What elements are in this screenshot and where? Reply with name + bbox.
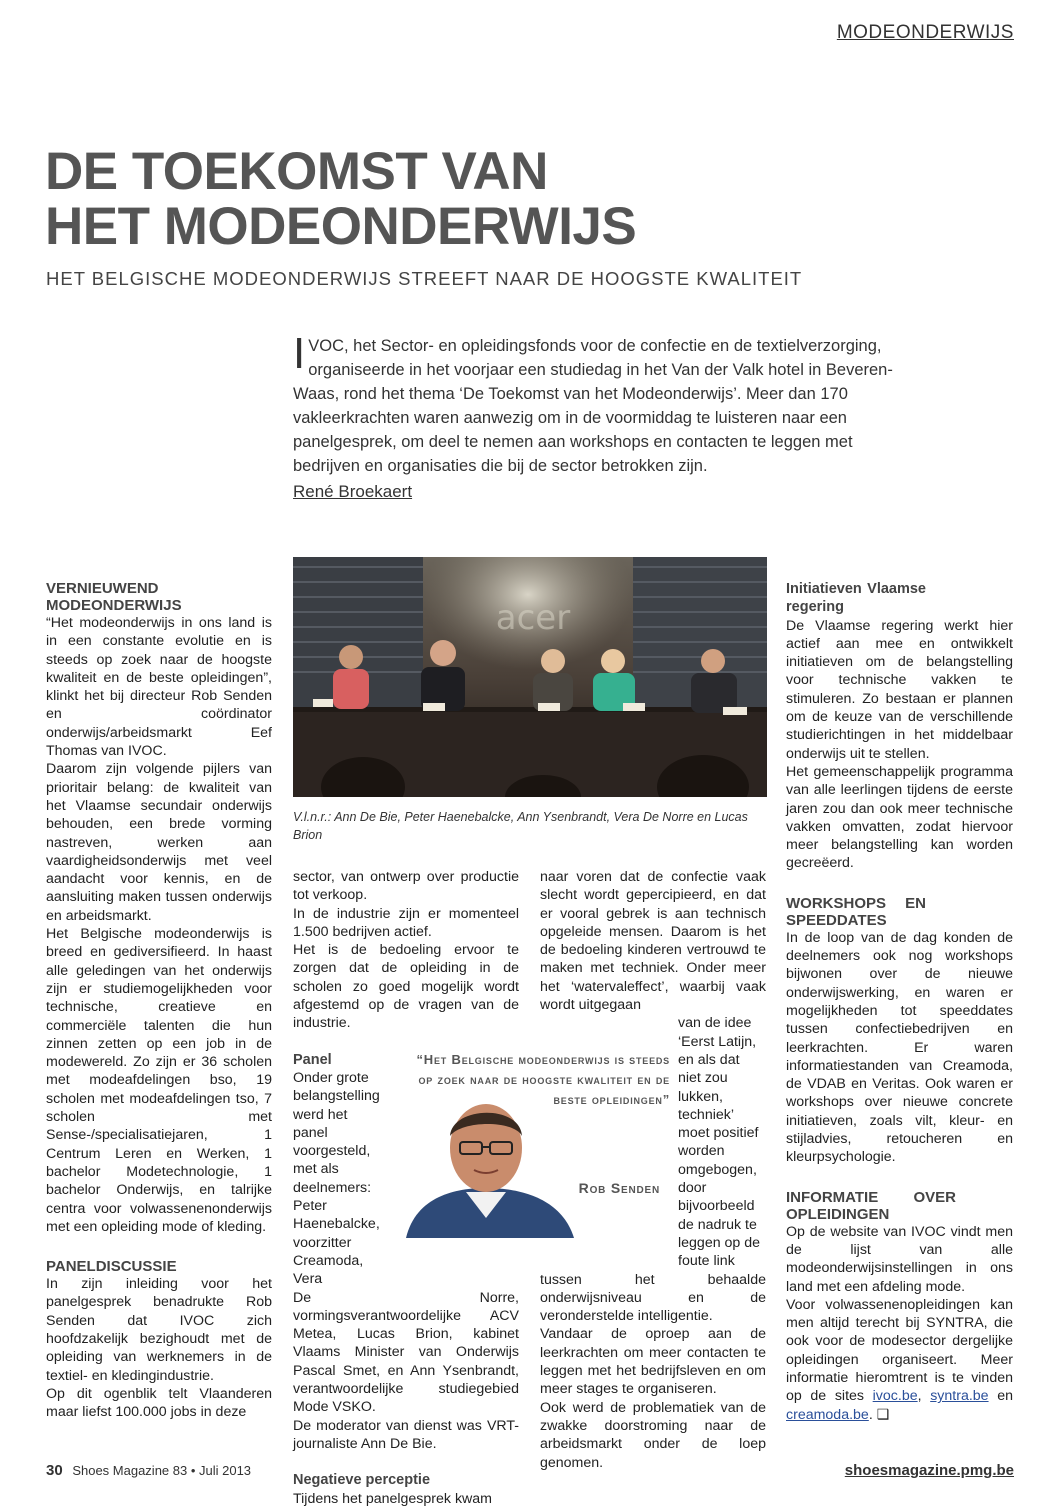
pull-quote-text: “Het Belgische modeonderwijs is steeds op zoek naar de hoogste kwaliteit en de beste opleidingen” — [416, 1052, 670, 1107]
paragraph: De moderator van dienst was VRT-journaliste Ann De Bie. — [293, 1417, 519, 1452]
intro-dropcap: I — [293, 329, 306, 378]
intro-paragraph — [293, 329, 918, 478]
heading-workshops: WORKSHOPS EN SPEEDDATES — [786, 894, 926, 929]
panel-photo-illustration — [293, 557, 767, 797]
section-label: MODEONDERWIJS — [836, 22, 1014, 43]
link-ivoc[interactable]: ivoc.be — [872, 1388, 918, 1405]
paragraph: In de industrie zijn er momenteel 1.500 bedrijven actief. — [293, 905, 519, 940]
paragraph: Vandaar de oproep aan de leerkrachten om meer contacten te leggen met het bedrijfsleven en om meer stages te organiseren. — [540, 1326, 766, 1398]
author-byline: René Broekaert — [293, 482, 413, 501]
paragraph: In de loop van de dag konden de deelnemers ook nog workshops bijwonen over de nieuwe onderwijswerking, en waren er mogelijkheden tot speeddates tussen confectiebedrijven en leerkrachten. Er waren informatiestanden van Creamoda, de VDAB en Veritas. Ook waren er workshops over nieuwe concrete initiatieven, zoals vilt, kleur- en stijladvies, retoucheren en kleurpsychologie. — [786, 929, 1013, 1166]
footer-site-link[interactable]: shoesmagazine.pmg.be — [844, 1462, 1014, 1479]
link-syntra[interactable]: syntra.be — [930, 1388, 989, 1405]
title-line-1: DE TOEKOMST VAN — [45, 142, 548, 201]
paragraph: Tijdens het panelgesprek kwam — [293, 1490, 492, 1507]
paragraph: Het Belgische modeonderwijs is breed en gediversifieerd. In haast alle geledingen van het onderwijs zijn er studiemogelijkheden voor technische, creatieve en commerciële talenten die hun zinnen zetten op een job in de modewereld. Zo zijn er 36 scholen met modeafdelingen bso, 19 scholen met modeafdelingen tso, 7 scholen met Sense-/specialisatiejaren, 1 Centrum Leren en Werken, 1 bachelor Modetechnologie, 1 bachelor Onderwijs, en talrijke centra voor volwassenenonderwijs met een opleiding mode of kleding. — [46, 926, 272, 1235]
heading-informatie: INFORMATIE OVER OPLEIDINGEN — [786, 1188, 956, 1223]
paragraph: Ook werd de problematiek van de zwakke doorstroming naar de arbeidsmarkt onder de loep genomen. — [540, 1399, 766, 1471]
paragraph: Op de website van IVOC vindt men de lijst van alle modeonderwijsinstellingen in ons land met een afdeling mode. — [786, 1223, 1013, 1295]
pull-quote-author: Rob Senden — [578, 1180, 660, 1196]
link-creamoda[interactable]: creamoda.be — [786, 1406, 869, 1423]
title-line-2: HET MODEONDERWIJS — [45, 197, 637, 256]
article-subtitle: HET BELGISCHE MODEONDERWIJS STREEFT NAAR DE HOOGSTE KWALITEIT — [46, 268, 803, 289]
paragraph: Op dit ogenblik telt Vlaanderen maar liefst 100.000 jobs in deze — [46, 1385, 272, 1421]
paragraph: Het gemeenschappelijk programma van alle leerlingen tijdens de eerste jaren zou dan ook meer technische vakken omvatten, zodat hiervoor meer belangstelling kan worden gecreëerd. — [786, 763, 1013, 872]
paragraph: De Vlaamse regering werkt hier actief aan mee en ontwikkelt initiatieven om de belangstelling voor technische vakken te stimuleren. Zo bestaan er plannen om de keuze van de verschillende studierichtingen in het middelbaar onderwijs uit te stellen. — [786, 617, 1013, 762]
heading-initiatieven: Initiatieven Vlaamse regering — [786, 581, 926, 616]
heading-paneldiscussie: PANELDISCUSSIE — [46, 1258, 177, 1276]
paragraph: Het is de bedoeling ervoor te zorgen dat de opleiding in de scholen zo goed mogelijk wordt afgestemd op de vragen van de industrie. — [293, 942, 519, 1032]
heading-vernieuwend: VERNIEUWEND MODEONDERWIJS — [46, 580, 182, 614]
heading-panel: Panel — [293, 1051, 332, 1068]
end-mark-icon: ❑ — [876, 1406, 890, 1423]
page-number: 30 — [46, 1462, 63, 1479]
photo-caption: V.l.n.r.: Ann De Bie, Peter Haenebalcke, Ann Ysenbrandt, Vera De Norre en Lucas Brion — [293, 810, 748, 842]
links-and: en — [997, 1388, 1013, 1405]
paragraph: “Het modeonderwijs in ons land is in een constante evolutie en is steeds op zoek naar de hoogste kwaliteit en de beste opleidingen”, klinkt het bij directeur Rob Senden en coördinator onderwijs/arbeidsmarkt Eef Thomas van IVOC. — [46, 615, 272, 760]
heading-negatieve-perceptie: Negatieve perceptie — [293, 1472, 431, 1489]
paragraph-panel-cont: De Norre, vormingsverantwoordelijke ACV Metea, Lucas Brion, kabinet Vlaams Minister van Onderwijs Pascal Smet, en Ann Ysenbrandt, verantwoordelijke studiegebied Mode VSKO. — [293, 1289, 519, 1416]
issue-info: Shoes Magazine 83 • Juli 2013 — [72, 1463, 252, 1478]
paragraph: In zijn inleiding voor het panelgesprek benadrukte Rob Senden dat IVOC zich hoofdzakelijk bezighoudt met de opleiding van werknemers in de textiel- en kledingindustrie. — [46, 1276, 272, 1384]
paragraph-panel-start: Onder grote belangstelling werd het panel voorgesteld, met als deelnemers: Peter Haenebalcke, voorzitter Creamoda, Vera — [293, 1069, 380, 1288]
links-intro: Voor volwassenenopleidingen kan men altijd terecht bij SYNTRA, die ook voor de modesector dergelijke opleidingen organiseert. Meer informatie hieromtrent is te vinden op de sites — [786, 1296, 1013, 1405]
column-4 — [786, 580, 1013, 1424]
paragraph: tussen het behaalde onderwijsniveau en de veronderstelde intelligentie. — [540, 1271, 766, 1325]
intro-text: VOC, het Sector- en opleidingsfonds voor de confectie en de textielverzorging, organiseerde in het voorjaar een studiedag in het Van der Valk hotel in Beveren-Waas, rond het thema ‘De Toekomst van het Modeonderwijs’. Meer dan 170 vakleerkrachten waren aanwezig om in de voormiddag te luisteren naar een panelgesprek, om deel te nemen aan workshops en contacten te leggen met bedrijven en organisaties die bij de sector betrokken zijn. — [293, 337, 893, 475]
pull-quote-author-wrap — [560, 1180, 660, 1196]
paragraph: Daarom zijn volgende pijlers van prioritair belang: de kwaliteit van het Vlaamse secundair onderwijs behouden, een brede vorming nastreven, werken aan vaardigheidsonderwijs met veel aandacht voor kennis, en de aansluiting maken tussen onderwijs en arbeidsmarkt. — [46, 761, 272, 924]
paragraph-wrap: van de idee ‘Eerst Latijn, en als dat niet zou lukken, techniek’ moet positief worden omgebogen, door bijvoorbeeld de nadruk te leggen op de foute link — [678, 1015, 761, 1270]
paragraph: sector, van ontwerp over productie tot verkoop. — [293, 869, 519, 904]
column-1 — [46, 580, 272, 1421]
paragraph-links: Voor volwassenenopleidingen kan men altijd terecht bij SYNTRA, die ook voor de modesector dergelijke opleidingen organiseert. Meer informatie hieromtrent is te vinden op de sites ivoc.be, syntra.be en creamoda.be. ❑ — [786, 1296, 1013, 1423]
portrait-illustration — [396, 1096, 574, 1238]
paragraph: naar voren dat de confectie vaak slecht wordt gepercipieerd, en dat er vooral gebrek is aan technisch opgeleide mensen. Daarom is het de bedoeling kinderen vertrouwd te maken met techniek. Onder meer het ‘watervaleffect’, waarbij vaak wordt uitgegaan — [540, 869, 766, 1014]
article-title — [45, 144, 745, 254]
panel-photo — [293, 557, 767, 797]
rob-senden-portrait — [396, 1096, 574, 1238]
footer-left — [46, 1462, 251, 1479]
photo-banner-text: acer — [495, 598, 571, 638]
